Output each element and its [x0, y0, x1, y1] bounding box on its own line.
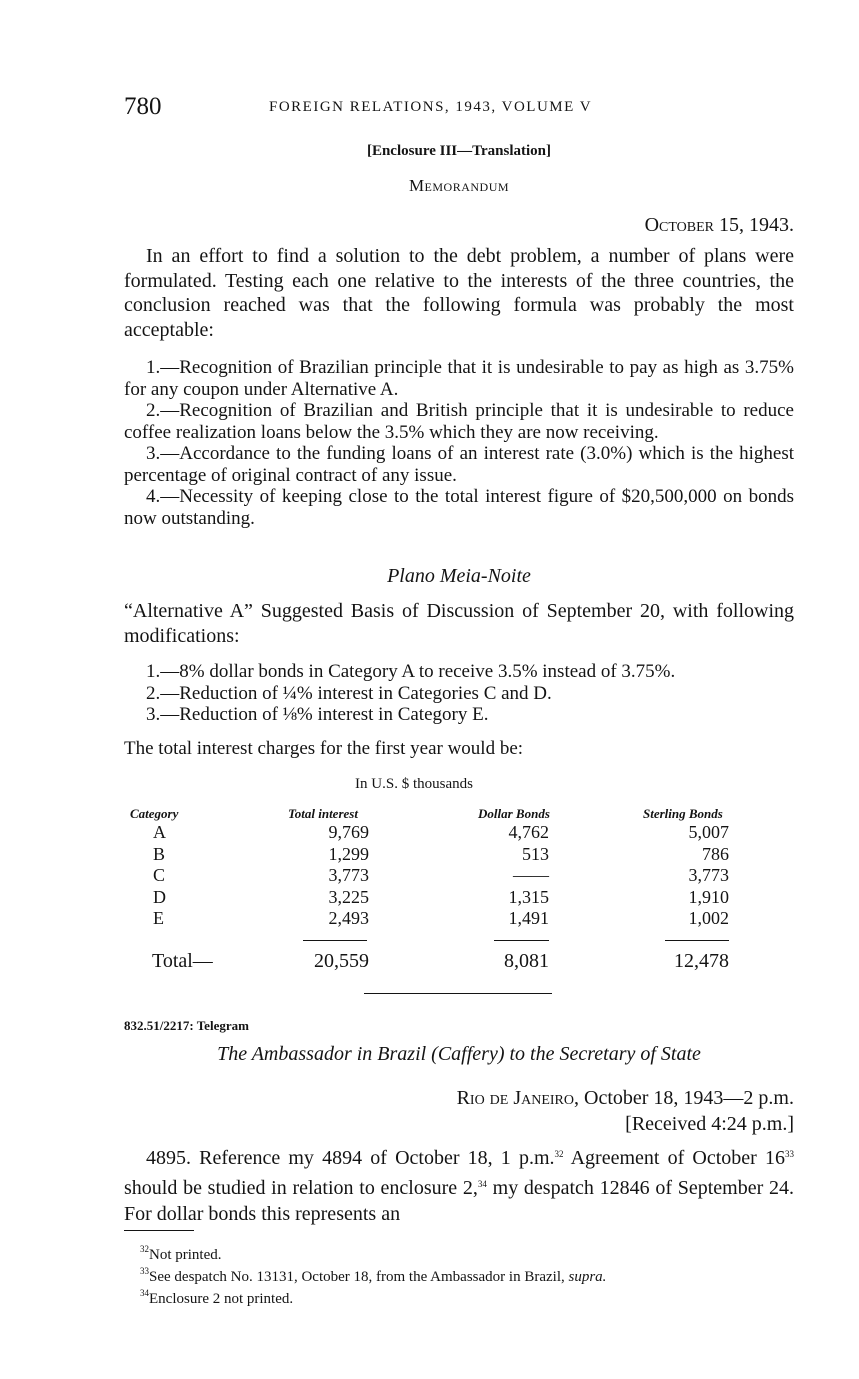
modifications-list	[124, 661, 794, 726]
list-item: 1.—8% dollar bonds in Category A to receive 3.5% instead of 3.75%.	[146, 661, 676, 682]
page-header	[124, 93, 794, 125]
column-header-category: Category	[130, 806, 179, 821]
principles-list	[124, 357, 794, 529]
dollar-bonds-sum: 8,081	[504, 950, 549, 972]
category-cell: C	[153, 865, 166, 885]
telegram-dateline	[457, 1087, 794, 1110]
dollar-bonds-cell: ——	[513, 865, 549, 885]
sterling-bonds-cell: 786	[702, 843, 729, 864]
category-cell: D	[153, 886, 166, 907]
footnote-ref: 32	[554, 1149, 564, 1159]
memorandum-date: October 15, 1943.	[644, 214, 794, 236]
dollar-bonds-cell: 513	[522, 843, 549, 864]
received-time: [Received 4:24 p.m.]	[625, 1113, 794, 1135]
category-cell: A	[153, 822, 166, 842]
table-caption: In U.S. $ thousands	[355, 776, 473, 792]
total-interest-sum: 20,559	[314, 950, 369, 972]
sterling-bonds-cell: 1,002	[688, 908, 729, 928]
footnote: $^{32}$Not printed.	[140, 1244, 222, 1263]
page-number: 780	[124, 93, 162, 120]
sterling-bonds-sum: 12,478	[674, 950, 729, 972]
plan-title: Plano Meia-Noite	[387, 565, 531, 587]
total-intro: The total interest charges for the first year would be:	[124, 738, 524, 759]
list-item: 2.—Recognition of Brazilian and British principle that it is undesirable to reduce coffee realization loans below the 3.5% which they are now receiving.	[124, 400, 794, 443]
enclosure-label: [Enclosure III—Translation]	[366, 143, 552, 159]
footnote: $^{34}$Enclosure 2 not printed.	[140, 1288, 294, 1307]
telegram-place: Rio de Janeiro	[456, 1087, 575, 1109]
memorandum-title: Memorandum	[408, 176, 510, 195]
section-divider	[364, 993, 552, 994]
category-cell: B	[153, 843, 166, 864]
list-item: 1.—Recognition of Brazilian principle that it is undesirable to pay as high as 3.75% for any coupon under Alternative A.	[124, 357, 794, 400]
telegram-text: 4895. Reference my 4894 of October 18, 1 p.m.$^{32}$ Agreement of October $16^{33}$ should be studied in relation to enclosure 2,34 my despatch 12846 of September 24. For dollar bonds this represents an	[124, 1147, 794, 1225]
list-item: 3.—Accordance to the funding loans of an interest rate (3.0%) which is the highest percentage of original contract of any issue.	[124, 443, 794, 486]
column-header-dollar: Dollar Bonds	[478, 806, 550, 821]
sterling-bonds-cell: 5,007	[688, 822, 729, 842]
footnote-ref: 33	[785, 1149, 794, 1159]
running-head: FOREIGN RELATIONS, 1943, VOLUME V	[269, 99, 593, 115]
file-number: 832.51/2217: Telegram	[124, 1018, 249, 1033]
total-rule	[494, 940, 549, 941]
telegram-title: The Ambassador in Brazil (Caffery) to the Secretary of State	[217, 1043, 701, 1065]
footnote: $^{33}$See despatch No. 13131, October 18, from the Ambassador in Brazil, supra.	[140, 1266, 607, 1285]
dollar-bonds-cell: 4,762	[508, 822, 549, 842]
total-interest-cell: 1,299	[328, 843, 369, 864]
footnote-ref: 34	[477, 1179, 487, 1189]
list-item: 3.—Reduction of ⅛% interest in Category E.	[146, 704, 489, 725]
column-header-total: Total interest	[288, 806, 358, 821]
total-interest-cell: 3,225	[328, 886, 369, 907]
total-rule	[303, 940, 367, 941]
category-cell: E	[153, 908, 164, 928]
sterling-bonds-cell: 3,773	[688, 865, 729, 885]
telegram-date: , October 18, 1943—2 p.m.	[574, 1087, 794, 1109]
intro-paragraph: In an effort to find a solution to the debt problem, a number of plans were formulated. Testing each one relative to the interests of the three countries, the conclusion reached was that the following formula was probably the most acceptable:	[124, 245, 794, 341]
alternative-paragraph: “Alternative A” Suggested Basis of Discussion of September 20, with following modifications:	[124, 600, 794, 647]
sterling-bonds-cell: 1,910	[688, 886, 729, 907]
footnote-rule	[124, 1230, 194, 1231]
column-header-sterling: Sterling Bonds	[643, 806, 723, 821]
list-item: 4.—Necessity of keeping close to the total interest figure of $20,500,000 on bonds now outstanding.	[124, 486, 794, 529]
total-interest-cell: 2,493	[328, 908, 369, 928]
total-interest-cell: 3,773	[328, 865, 369, 885]
total-rule	[665, 940, 729, 941]
list-item: 2.—Reduction of ¼% interest in Categories C and D.	[146, 682, 552, 704]
total-interest-cell: 9,769	[328, 822, 369, 842]
dollar-bonds-cell: 1,491	[508, 908, 549, 928]
total-label: Total—	[152, 950, 213, 972]
dollar-bonds-cell: 1,315	[508, 886, 549, 907]
footnotes	[140, 1241, 606, 1307]
